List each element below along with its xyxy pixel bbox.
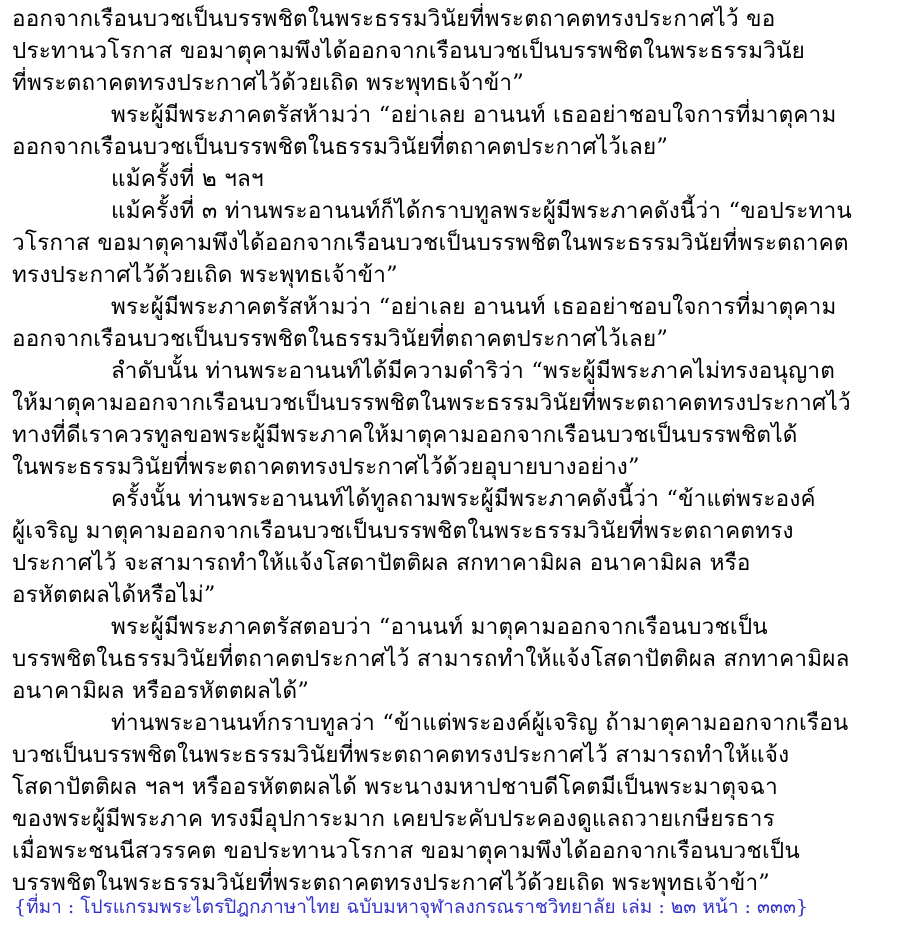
text-line: บวชเป็นบรรพชิตในพระธรรมวินัยที่พระตถาคตทรงประกาศไว้ สามารถทำให้แจ้ง — [12, 742, 790, 768]
text-line: วโรกาส ขอมาตุคามพึงได้ออกจากเรือนบวชเป็นบรรพชิตในพระธรรมวินัยที่พระตถาคต — [12, 230, 849, 256]
source-citation: {ที่มา : โปรแกรมพระไตรปิฎกภาษาไทย ฉบับมหาจุฬาลงกรณราชวิทยาลัย เล่ม : ๒๓ หน้า : ๓๓๓} — [14, 896, 809, 918]
text-line: ของพระผู้มีพระภาค ทรงมีอุปการะมาก เคยประคับประคองดูแลถวายเกษียรธาร — [12, 806, 775, 832]
text-line: ประกาศไว้ จะสามารถทำให้แจ้งโสดาปัตติผล สกทาคามิผล อนาคามิผล หรือ — [12, 550, 751, 576]
text-line: ทางที่ดีเราควรทูลขอพระผู้มีพระภาคให้มาตุคามออกจากเรือนบวชเป็นบรรพชิตได้ — [12, 422, 798, 448]
text-line: ออกจากเรือนบวชเป็นบรรพชิตในพระธรรมวินัยที่พระตถาคตทรงประกาศไว้ ขอ — [12, 6, 776, 32]
text-line: ให้มาตุคามออกจากเรือนบวชเป็นบรรพชิตในพระธรรมวินัยที่พระตถาคตทรงประกาศไว้ — [12, 390, 851, 416]
text-line: ออกจากเรือนบวชเป็นบรรพชิตในธรรมวินัยที่ตถาคตประกาศไว้เลย” — [12, 326, 669, 352]
text-line: ในพระธรรมวินัยที่พระตถาคตทรงประกาศไว้ด้วยอุบายบางอย่าง” — [12, 454, 640, 480]
text-line: โสดาปัตติผล ฯลฯ หรืออรหัตตผลได้ พระนางมหาปชาบดีโคตมีเป็นพระมาตุจฉา — [12, 774, 778, 800]
paragraph-start: พระผู้มีพระภาคตรัสห้ามว่า “อย่าเลย อานนท์ เธออย่าชอบใจการที่มาตุคาม — [111, 102, 837, 128]
text-line: บรรพชิตในพระธรรมวินัยที่พระตถาคตทรงประกาศไว้ด้วยเถิด พระพุทธเจ้าข้า” — [12, 870, 771, 896]
paragraph-start: พระผู้มีพระภาคตรัสตอบว่า “อานนท์ มาตุคามออกจากเรือนบวชเป็น — [111, 614, 768, 640]
paragraph-start: แม้ครั้งที่ ๒ ฯลฯ — [111, 166, 264, 192]
text-line: เมื่อพระชนนีสวรรคต ขอประทานวโรกาส ขอมาตุคามพึงได้ออกจากเรือนบวชเป็น — [12, 838, 800, 864]
text-line: ทรงประกาศไว้ด้วยเถิด พระพุทธเจ้าข้า” — [12, 262, 398, 288]
text-line: ออกจากเรือนบวชเป็นบรรพชิตในธรรมวินัยที่ตถาคตประกาศไว้เลย” — [12, 134, 669, 160]
text-line: ผู้เจริญ มาตุคามออกจากเรือนบวชเป็นบรรพชิตในพระธรรมวินัยที่พระตถาคตทรง — [12, 518, 794, 544]
text-line: อรหัตตผลได้หรือไม่” — [12, 582, 216, 608]
text-line: ที่พระตถาคตทรงประกาศไว้ด้วยเถิด พระพุทธเจ้าข้า” — [12, 70, 524, 96]
paragraph-start: พระผู้มีพระภาคตรัสห้ามว่า “อย่าเลย อานนท์ เธออย่าชอบใจการที่มาตุคาม — [111, 294, 837, 320]
paragraph-start: แม้ครั้งที่ ๓ ท่านพระอานนท์ก็ได้กราบทูลพระผู้มีพระภาคดังนี้ว่า “ขอประทาน — [111, 198, 852, 224]
text-line: ประทานวโรกาส ขอมาตุคามพึงได้ออกจากเรือนบวชเป็นบรรพชิตในพระธรรมวินัย — [12, 38, 806, 64]
paragraph-start: ครั้งนั้น ท่านพระอานนท์ได้ทูลถามพระผู้มีพระภาคดังนี้ว่า “ข้าแต่พระองค์ — [111, 486, 816, 512]
paragraph-start: ลำดับนั้น ท่านพระอานนท์ได้มีความดำริว่า “พระผู้มีพระภาคไม่ทรงอนุญาต — [111, 358, 836, 384]
text-line: อนาคามิผล หรืออรหัตตผลได้” — [12, 678, 310, 704]
paragraph-start: ท่านพระอานนท์กราบทูลว่า “ข้าแต่พระองค์ผู้เจริญ ถ้ามาตุคามออกจากเรือน — [111, 710, 849, 736]
text-line: บรรพชิตในธรรมวินัยที่ตถาคตประกาศไว้ สามารถทำให้แจ้งโสดาปัตติผล สกทาคามิผล — [12, 646, 850, 672]
